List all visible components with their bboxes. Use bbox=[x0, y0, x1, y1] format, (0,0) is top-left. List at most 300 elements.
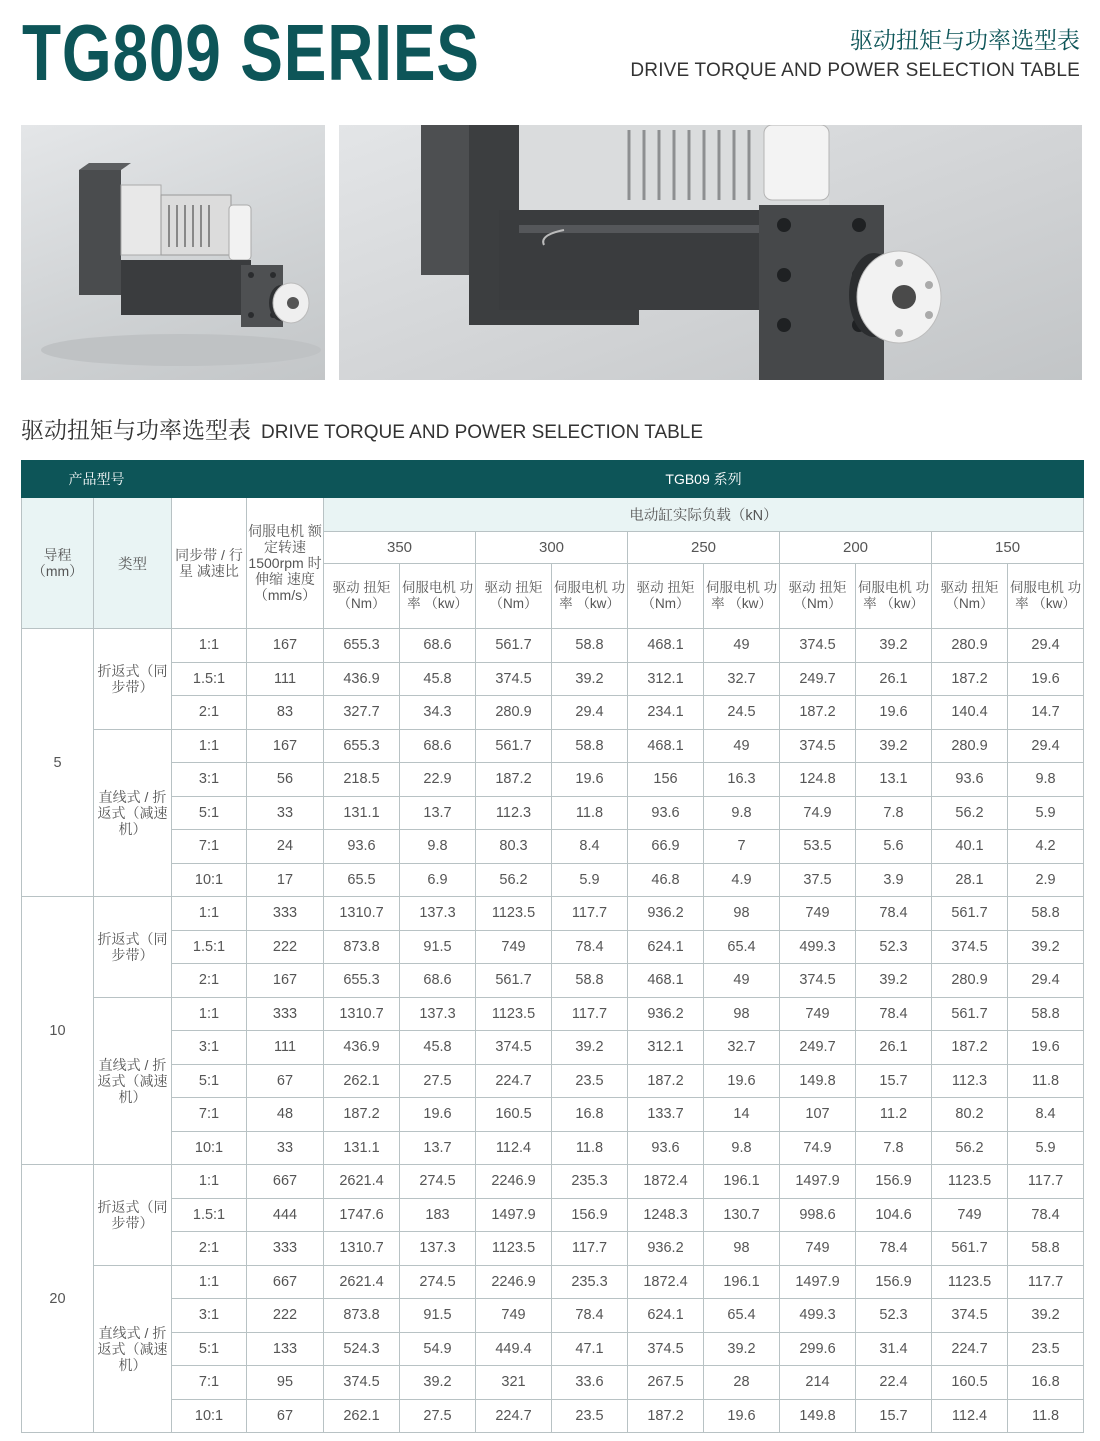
load-300: 300 bbox=[476, 532, 628, 564]
torque-cell: 187.2 bbox=[932, 1031, 1008, 1065]
torque-cell: 160.5 bbox=[932, 1366, 1008, 1400]
torque-cell: 873.8 bbox=[324, 930, 400, 964]
power-cell: 58.8 bbox=[1008, 1232, 1084, 1266]
torque-cell: 93.6 bbox=[324, 830, 400, 864]
torque-cell: 28.1 bbox=[932, 863, 1008, 897]
torque-cell: 74.9 bbox=[780, 1131, 856, 1165]
lead-cell: 10 bbox=[22, 897, 94, 1165]
power-cell: 19.6 bbox=[704, 1064, 780, 1098]
torque-cell: 749 bbox=[932, 1198, 1008, 1232]
torque-cell: 1123.5 bbox=[476, 1232, 552, 1266]
power-cell: 196.1 bbox=[704, 1165, 780, 1199]
torque-cell: 112.3 bbox=[932, 1064, 1008, 1098]
table-row bbox=[22, 763, 1084, 797]
power-cell: 19.6 bbox=[1008, 1031, 1084, 1065]
torque-cell: 1123.5 bbox=[932, 1165, 1008, 1199]
power-cell: 5.6 bbox=[856, 830, 932, 864]
power-cell: 91.5 bbox=[400, 930, 476, 964]
speed-cell: 48 bbox=[247, 1098, 324, 1132]
speed-cell: 17 bbox=[247, 863, 324, 897]
torque-cell: 1310.7 bbox=[324, 897, 400, 931]
torque-cell: 468.1 bbox=[628, 629, 704, 663]
torque-cell: 224.7 bbox=[932, 1332, 1008, 1366]
torque-cell: 936.2 bbox=[628, 997, 704, 1031]
torque-cell: 267.5 bbox=[628, 1366, 704, 1400]
power-cell: 29.4 bbox=[1008, 964, 1084, 998]
table-row bbox=[22, 1299, 1084, 1333]
torque-cell: 1123.5 bbox=[932, 1265, 1008, 1299]
power-cell: 8.4 bbox=[552, 830, 628, 864]
power-cell: 19.6 bbox=[856, 696, 932, 730]
power-cell: 235.3 bbox=[552, 1265, 628, 1299]
torque-cell: 561.7 bbox=[476, 964, 552, 998]
torque-cell: 53.5 bbox=[780, 830, 856, 864]
power-cell: 45.8 bbox=[400, 1031, 476, 1065]
load-200: 200 bbox=[780, 532, 932, 564]
torque-cell: 1872.4 bbox=[628, 1165, 704, 1199]
torque-cell: 40.1 bbox=[932, 830, 1008, 864]
speed-cell: 667 bbox=[247, 1165, 324, 1199]
ratio-cell: 1:1 bbox=[172, 729, 247, 763]
torque-cell: 749 bbox=[780, 997, 856, 1031]
torque-cell: 436.9 bbox=[324, 1031, 400, 1065]
power-cell: 137.3 bbox=[400, 897, 476, 931]
ratio-header: 同步带 / 行星 减速比 bbox=[172, 498, 247, 629]
torque-cell: 1310.7 bbox=[324, 997, 400, 1031]
power-cell: 7.8 bbox=[856, 1131, 932, 1165]
lead-cell: 5 bbox=[22, 629, 94, 897]
table-row bbox=[22, 796, 1084, 830]
torque-cell: 66.9 bbox=[628, 830, 704, 864]
load-header: 电动缸实际负载（kN） bbox=[324, 498, 1084, 532]
ratio-cell: 10:1 bbox=[172, 1399, 247, 1433]
power-cell: 104.6 bbox=[856, 1198, 932, 1232]
torque-cell: 374.5 bbox=[932, 930, 1008, 964]
torque-cell: 224.7 bbox=[476, 1399, 552, 1433]
torque-cell: 37.5 bbox=[780, 863, 856, 897]
power-cell: 137.3 bbox=[400, 997, 476, 1031]
ratio-cell: 5:1 bbox=[172, 1332, 247, 1366]
torque-cell: 280.9 bbox=[476, 696, 552, 730]
torque-cell: 1310.7 bbox=[324, 1232, 400, 1266]
power-cell: 19.6 bbox=[552, 763, 628, 797]
header-title-en: DRIVE TORQUE AND POWER SELECTION TABLE bbox=[630, 60, 1080, 81]
power-cell: 117.7 bbox=[1008, 1165, 1084, 1199]
torque-cell: 1248.3 bbox=[628, 1198, 704, 1232]
torque-cell: 374.5 bbox=[780, 629, 856, 663]
power-cell: 23.5 bbox=[1008, 1332, 1084, 1366]
table-row bbox=[22, 1064, 1084, 1098]
torque-cell: 936.2 bbox=[628, 1232, 704, 1266]
power-cell: 52.3 bbox=[856, 1299, 932, 1333]
torque-cell: 312.1 bbox=[628, 1031, 704, 1065]
speed-cell: 24 bbox=[247, 830, 324, 864]
torque-cell: 112.3 bbox=[476, 796, 552, 830]
power-cell: 23.5 bbox=[552, 1064, 628, 1098]
power-cell: 39.2 bbox=[552, 662, 628, 696]
power-cell: 2.9 bbox=[1008, 863, 1084, 897]
torque-header: 驱动 扭矩 （Nm） bbox=[476, 564, 552, 629]
torque-cell: 1123.5 bbox=[476, 897, 552, 931]
power-cell: 33.6 bbox=[552, 1366, 628, 1400]
table-row bbox=[22, 997, 1084, 1031]
torque-cell: 998.6 bbox=[780, 1198, 856, 1232]
power-cell: 78.4 bbox=[856, 897, 932, 931]
torque-cell: 140.4 bbox=[932, 696, 1008, 730]
power-cell: 19.6 bbox=[400, 1098, 476, 1132]
speed-cell: 83 bbox=[247, 696, 324, 730]
power-cell: 16.8 bbox=[552, 1098, 628, 1132]
type-cell: 直线式 / 折返式（减速机） bbox=[94, 997, 172, 1165]
torque-cell: 749 bbox=[780, 1232, 856, 1266]
power-cell: 19.6 bbox=[704, 1399, 780, 1433]
table-row bbox=[22, 930, 1084, 964]
ratio-cell: 2:1 bbox=[172, 696, 247, 730]
power-cell: 8.4 bbox=[1008, 1098, 1084, 1132]
power-cell: 78.4 bbox=[856, 997, 932, 1031]
power-cell: 49 bbox=[704, 964, 780, 998]
power-cell: 16.3 bbox=[704, 763, 780, 797]
ratio-cell: 1.5:1 bbox=[172, 662, 247, 696]
power-cell: 39.2 bbox=[552, 1031, 628, 1065]
speed-cell: 167 bbox=[247, 729, 324, 763]
power-cell: 52.3 bbox=[856, 930, 932, 964]
torque-cell: 561.7 bbox=[932, 997, 1008, 1031]
lead-cell: 20 bbox=[22, 1165, 94, 1433]
power-cell: 39.2 bbox=[1008, 1299, 1084, 1333]
torque-cell: 1123.5 bbox=[476, 997, 552, 1031]
power-cell: 65.4 bbox=[704, 930, 780, 964]
power-cell: 27.5 bbox=[400, 1399, 476, 1433]
power-cell: 7 bbox=[704, 830, 780, 864]
power-cell: 78.4 bbox=[552, 930, 628, 964]
speed-cell: 333 bbox=[247, 897, 324, 931]
torque-cell: 224.7 bbox=[476, 1064, 552, 1098]
torque-cell: 499.3 bbox=[780, 930, 856, 964]
torque-cell: 749 bbox=[476, 1299, 552, 1333]
power-cell: 7.8 bbox=[856, 796, 932, 830]
brand-title: TG809 SERIES bbox=[22, 8, 480, 97]
power-cell: 58.8 bbox=[552, 729, 628, 763]
power-cell: 117.7 bbox=[552, 997, 628, 1031]
speed-cell: 133 bbox=[247, 1332, 324, 1366]
torque-cell: 2246.9 bbox=[476, 1265, 552, 1299]
table-row bbox=[22, 1399, 1084, 1433]
model-label: 产品型号 bbox=[22, 461, 172, 498]
ratio-cell: 2:1 bbox=[172, 964, 247, 998]
table-row bbox=[22, 1265, 1084, 1299]
power-cell: 29.4 bbox=[1008, 629, 1084, 663]
power-cell: 156.9 bbox=[856, 1265, 932, 1299]
lead-header: 导程（mm） bbox=[22, 498, 94, 629]
power-cell: 5.9 bbox=[1008, 1131, 1084, 1165]
power-cell: 130.7 bbox=[704, 1198, 780, 1232]
power-cell: 22.4 bbox=[856, 1366, 932, 1400]
ratio-cell: 7:1 bbox=[172, 1366, 247, 1400]
torque-cell: 280.9 bbox=[932, 629, 1008, 663]
torque-header: 驱动 扭矩 （Nm） bbox=[324, 564, 400, 629]
power-cell: 5.9 bbox=[1008, 796, 1084, 830]
power-cell: 27.5 bbox=[400, 1064, 476, 1098]
type-cell: 直线式 / 折返式（减速机） bbox=[94, 729, 172, 897]
torque-cell: 149.8 bbox=[780, 1064, 856, 1098]
torque-cell: 374.5 bbox=[780, 729, 856, 763]
power-cell: 9.8 bbox=[1008, 763, 1084, 797]
table-row bbox=[22, 1131, 1084, 1165]
power-cell: 98 bbox=[704, 1232, 780, 1266]
power-cell: 39.2 bbox=[704, 1332, 780, 1366]
ratio-cell: 10:1 bbox=[172, 1131, 247, 1165]
speed-cell: 56 bbox=[247, 763, 324, 797]
torque-cell: 499.3 bbox=[780, 1299, 856, 1333]
speed-cell: 33 bbox=[247, 1131, 324, 1165]
power-cell: 29.4 bbox=[1008, 729, 1084, 763]
torque-cell: 468.1 bbox=[628, 964, 704, 998]
power-cell: 24.5 bbox=[704, 696, 780, 730]
ratio-cell: 1:1 bbox=[172, 1165, 247, 1199]
power-cell: 196.1 bbox=[704, 1265, 780, 1299]
power-cell: 26.1 bbox=[856, 662, 932, 696]
torque-cell: 74.9 bbox=[780, 796, 856, 830]
power-cell: 11.8 bbox=[552, 1131, 628, 1165]
torque-cell: 468.1 bbox=[628, 729, 704, 763]
torque-cell: 561.7 bbox=[476, 629, 552, 663]
speed-cell: 67 bbox=[247, 1064, 324, 1098]
power-cell: 98 bbox=[704, 997, 780, 1031]
table-row bbox=[22, 830, 1084, 864]
product-photo-small bbox=[21, 125, 325, 380]
power-cell: 39.2 bbox=[856, 964, 932, 998]
torque-cell: 131.1 bbox=[324, 1131, 400, 1165]
power-cell: 39.2 bbox=[856, 729, 932, 763]
load-150: 150 bbox=[932, 532, 1084, 564]
table-row bbox=[22, 1098, 1084, 1132]
type-cell: 折返式（同步带） bbox=[94, 629, 172, 730]
power-cell: 26.1 bbox=[856, 1031, 932, 1065]
torque-cell: 112.4 bbox=[932, 1399, 1008, 1433]
power-cell: 14 bbox=[704, 1098, 780, 1132]
torque-cell: 1747.6 bbox=[324, 1198, 400, 1232]
power-cell: 4.9 bbox=[704, 863, 780, 897]
table-row bbox=[22, 1232, 1084, 1266]
torque-cell: 280.9 bbox=[932, 964, 1008, 998]
ratio-cell: 2:1 bbox=[172, 1232, 247, 1266]
power-cell: 39.2 bbox=[400, 1366, 476, 1400]
ratio-cell: 10:1 bbox=[172, 863, 247, 897]
power-cell: 11.8 bbox=[1008, 1399, 1084, 1433]
power-cell: 28 bbox=[704, 1366, 780, 1400]
ratio-cell: 7:1 bbox=[172, 1098, 247, 1132]
table-row bbox=[22, 1366, 1084, 1400]
power-cell: 183 bbox=[400, 1198, 476, 1232]
type-cell: 直线式 / 折返式（减速机） bbox=[94, 1265, 172, 1433]
type-cell: 折返式（同步带） bbox=[94, 897, 172, 998]
power-cell: 31.4 bbox=[856, 1332, 932, 1366]
torque-cell: 749 bbox=[476, 930, 552, 964]
power-cell: 14.7 bbox=[1008, 696, 1084, 730]
speed-cell: 333 bbox=[247, 1232, 324, 1266]
power-cell: 68.6 bbox=[400, 729, 476, 763]
power-cell: 68.6 bbox=[400, 629, 476, 663]
speed-cell: 222 bbox=[247, 930, 324, 964]
torque-cell: 187.2 bbox=[628, 1399, 704, 1433]
power-cell: 13.7 bbox=[400, 796, 476, 830]
torque-cell: 561.7 bbox=[932, 1232, 1008, 1266]
power-cell: 15.7 bbox=[856, 1064, 932, 1098]
torque-cell: 93.6 bbox=[628, 1131, 704, 1165]
section-title bbox=[21, 412, 703, 445]
torque-cell: 1497.9 bbox=[780, 1265, 856, 1299]
power-header: 伺服电机 功率 （kw） bbox=[400, 564, 476, 629]
table-row bbox=[22, 1165, 1084, 1199]
torque-cell: 46.8 bbox=[628, 863, 704, 897]
torque-cell: 374.5 bbox=[780, 964, 856, 998]
torque-cell: 249.7 bbox=[780, 1031, 856, 1065]
power-cell: 9.8 bbox=[704, 1131, 780, 1165]
torque-cell: 187.2 bbox=[780, 696, 856, 730]
torque-cell: 624.1 bbox=[628, 930, 704, 964]
power-header: 伺服电机 功率 （kw） bbox=[704, 564, 780, 629]
power-cell: 39.2 bbox=[1008, 930, 1084, 964]
torque-cell: 187.2 bbox=[324, 1098, 400, 1132]
power-header: 伺服电机 功率 （kw） bbox=[856, 564, 932, 629]
torque-cell: 936.2 bbox=[628, 897, 704, 931]
torque-cell: 149.8 bbox=[780, 1399, 856, 1433]
torque-cell: 524.3 bbox=[324, 1332, 400, 1366]
speed-cell: 95 bbox=[247, 1366, 324, 1400]
power-cell: 22.9 bbox=[400, 763, 476, 797]
torque-cell: 374.5 bbox=[932, 1299, 1008, 1333]
speed-header: 伺服电机 额定转速 1500rpm 时伸缩 速度 （mm/s） bbox=[247, 498, 324, 629]
torque-header: 驱动 扭矩 （Nm） bbox=[780, 564, 856, 629]
power-cell: 78.4 bbox=[1008, 1198, 1084, 1232]
power-cell: 6.9 bbox=[400, 863, 476, 897]
selection-table bbox=[21, 460, 1084, 1433]
ratio-cell: 1.5:1 bbox=[172, 930, 247, 964]
table-row bbox=[22, 729, 1084, 763]
power-cell: 16.8 bbox=[1008, 1366, 1084, 1400]
ratio-cell: 3:1 bbox=[172, 1299, 247, 1333]
torque-cell: 1497.9 bbox=[476, 1198, 552, 1232]
power-cell: 9.8 bbox=[400, 830, 476, 864]
torque-cell: 112.4 bbox=[476, 1131, 552, 1165]
speed-cell: 111 bbox=[247, 1031, 324, 1065]
table-row bbox=[22, 1198, 1084, 1232]
torque-cell: 262.1 bbox=[324, 1399, 400, 1433]
power-cell: 23.5 bbox=[552, 1399, 628, 1433]
torque-cell: 124.8 bbox=[780, 763, 856, 797]
torque-cell: 561.7 bbox=[932, 897, 1008, 931]
power-cell: 65.4 bbox=[704, 1299, 780, 1333]
series-label: TGB09 系列 bbox=[324, 461, 1084, 498]
table-row bbox=[22, 1031, 1084, 1065]
table-row bbox=[22, 964, 1084, 998]
torque-cell: 374.5 bbox=[628, 1332, 704, 1366]
torque-cell: 56.2 bbox=[932, 1131, 1008, 1165]
power-header: 伺服电机 功率 （kw） bbox=[552, 564, 628, 629]
power-cell: 15.7 bbox=[856, 1399, 932, 1433]
torque-cell: 655.3 bbox=[324, 964, 400, 998]
ratio-cell: 1:1 bbox=[172, 897, 247, 931]
power-cell: 78.4 bbox=[856, 1232, 932, 1266]
type-cell: 折返式（同步带） bbox=[94, 1165, 172, 1266]
power-cell: 274.5 bbox=[400, 1265, 476, 1299]
section-title-cn: 驱动扭矩与功率选型表 bbox=[21, 417, 251, 443]
torque-header: 驱动 扭矩 （Nm） bbox=[932, 564, 1008, 629]
power-cell: 117.7 bbox=[1008, 1265, 1084, 1299]
ratio-cell: 3:1 bbox=[172, 763, 247, 797]
table-row bbox=[22, 863, 1084, 897]
torque-cell: 449.4 bbox=[476, 1332, 552, 1366]
power-cell: 11.2 bbox=[856, 1098, 932, 1132]
torque-cell: 374.5 bbox=[324, 1366, 400, 1400]
power-cell: 34.3 bbox=[400, 696, 476, 730]
power-cell: 98 bbox=[704, 897, 780, 931]
power-cell: 274.5 bbox=[400, 1165, 476, 1199]
torque-cell: 1872.4 bbox=[628, 1265, 704, 1299]
speed-cell: 167 bbox=[247, 629, 324, 663]
power-cell: 13.7 bbox=[400, 1131, 476, 1165]
table-row bbox=[22, 629, 1084, 663]
speed-cell: 667 bbox=[247, 1265, 324, 1299]
torque-cell: 873.8 bbox=[324, 1299, 400, 1333]
speed-cell: 167 bbox=[247, 964, 324, 998]
power-cell: 3.9 bbox=[856, 863, 932, 897]
power-cell: 49 bbox=[704, 729, 780, 763]
power-cell: 32.7 bbox=[704, 662, 780, 696]
power-cell: 4.2 bbox=[1008, 830, 1084, 864]
torque-cell: 133.7 bbox=[628, 1098, 704, 1132]
torque-cell: 2621.4 bbox=[324, 1165, 400, 1199]
ratio-cell: 1.5:1 bbox=[172, 1198, 247, 1232]
torque-cell: 249.7 bbox=[780, 662, 856, 696]
power-cell: 11.8 bbox=[1008, 1064, 1084, 1098]
torque-cell: 214 bbox=[780, 1366, 856, 1400]
torque-cell: 262.1 bbox=[324, 1064, 400, 1098]
speed-cell: 67 bbox=[247, 1399, 324, 1433]
speed-cell: 33 bbox=[247, 796, 324, 830]
power-cell: 58.8 bbox=[552, 629, 628, 663]
torque-cell: 561.7 bbox=[476, 729, 552, 763]
torque-cell: 107 bbox=[780, 1098, 856, 1132]
product-photo-large bbox=[339, 125, 1082, 380]
torque-cell: 80.2 bbox=[932, 1098, 1008, 1132]
load-350: 350 bbox=[324, 532, 476, 564]
torque-cell: 160.5 bbox=[476, 1098, 552, 1132]
power-cell: 19.6 bbox=[1008, 662, 1084, 696]
torque-cell: 2246.9 bbox=[476, 1165, 552, 1199]
torque-cell: 655.3 bbox=[324, 729, 400, 763]
torque-cell: 234.1 bbox=[628, 696, 704, 730]
torque-cell: 436.9 bbox=[324, 662, 400, 696]
table-body bbox=[22, 629, 1084, 1433]
ratio-cell: 1:1 bbox=[172, 629, 247, 663]
table-row bbox=[22, 662, 1084, 696]
torque-cell: 749 bbox=[780, 897, 856, 931]
torque-cell: 187.2 bbox=[476, 763, 552, 797]
torque-cell: 56.2 bbox=[476, 863, 552, 897]
power-cell: 29.4 bbox=[552, 696, 628, 730]
type-header: 类型 bbox=[94, 498, 172, 629]
ratio-cell: 1:1 bbox=[172, 1265, 247, 1299]
power-cell: 68.6 bbox=[400, 964, 476, 998]
table-row bbox=[22, 1332, 1084, 1366]
torque-cell: 80.3 bbox=[476, 830, 552, 864]
torque-cell: 65.5 bbox=[324, 863, 400, 897]
speed-cell: 333 bbox=[247, 997, 324, 1031]
header-title-cn: 驱动扭矩与功率选型表 bbox=[850, 28, 1080, 54]
power-cell: 117.7 bbox=[552, 897, 628, 931]
